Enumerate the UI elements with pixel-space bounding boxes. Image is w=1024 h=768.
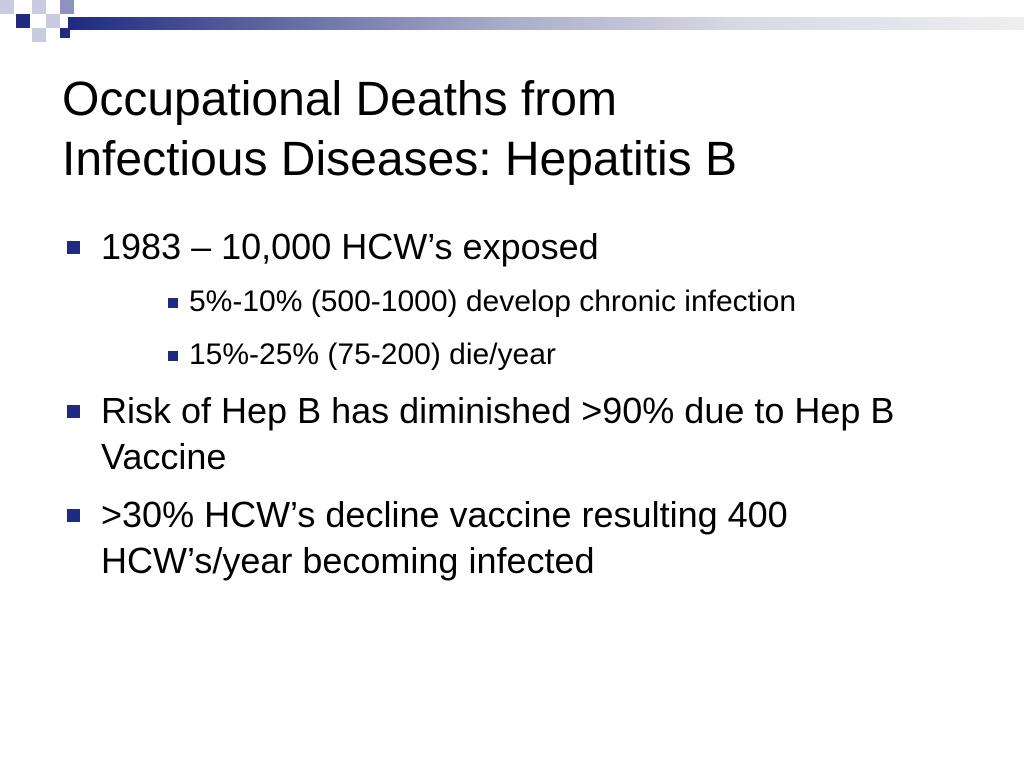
bullet-square-icon bbox=[67, 405, 80, 418]
bullet-text: >30% HCW’s decline vaccine resulting 400 HCW’s/year becoming infected bbox=[101, 494, 788, 581]
bullet-square-icon bbox=[67, 241, 80, 254]
bullet-text: Risk of Hep B has diminished >90% due to Hep B Vaccine bbox=[101, 390, 895, 477]
bullet-text: 1983 – 10,000 HCW’s exposed bbox=[101, 226, 599, 267]
decorative-square bbox=[32, 0, 46, 14]
decorative-square bbox=[46, 14, 60, 28]
title-line: Infectious Diseases: Hepatitis B bbox=[62, 133, 737, 186]
sub-bullet-text: 15%-25% (75-200) die/year bbox=[189, 338, 556, 371]
slide-title bbox=[62, 70, 962, 190]
bullet-square-icon bbox=[67, 509, 80, 522]
sub-bullet-text: 5%-10% (500-1000) develop chronic infection bbox=[189, 285, 797, 318]
sub-bullet-item bbox=[189, 282, 962, 321]
title-line: Occupational Deaths from bbox=[62, 73, 617, 126]
bullet-item bbox=[62, 388, 962, 480]
bullet-item bbox=[62, 224, 962, 270]
gradient-bar bbox=[68, 17, 1024, 30]
bullet-square-icon bbox=[168, 351, 178, 361]
sub-bullet-item bbox=[189, 335, 962, 374]
decorative-square bbox=[60, 0, 74, 14]
bullet-square-icon bbox=[168, 298, 178, 308]
decorative-header-band bbox=[0, 0, 1024, 46]
decorative-square bbox=[32, 28, 46, 42]
bullet-list bbox=[62, 224, 962, 596]
bullet-item bbox=[62, 492, 962, 584]
decorative-square bbox=[0, 0, 14, 14]
decorative-square bbox=[16, 14, 30, 28]
